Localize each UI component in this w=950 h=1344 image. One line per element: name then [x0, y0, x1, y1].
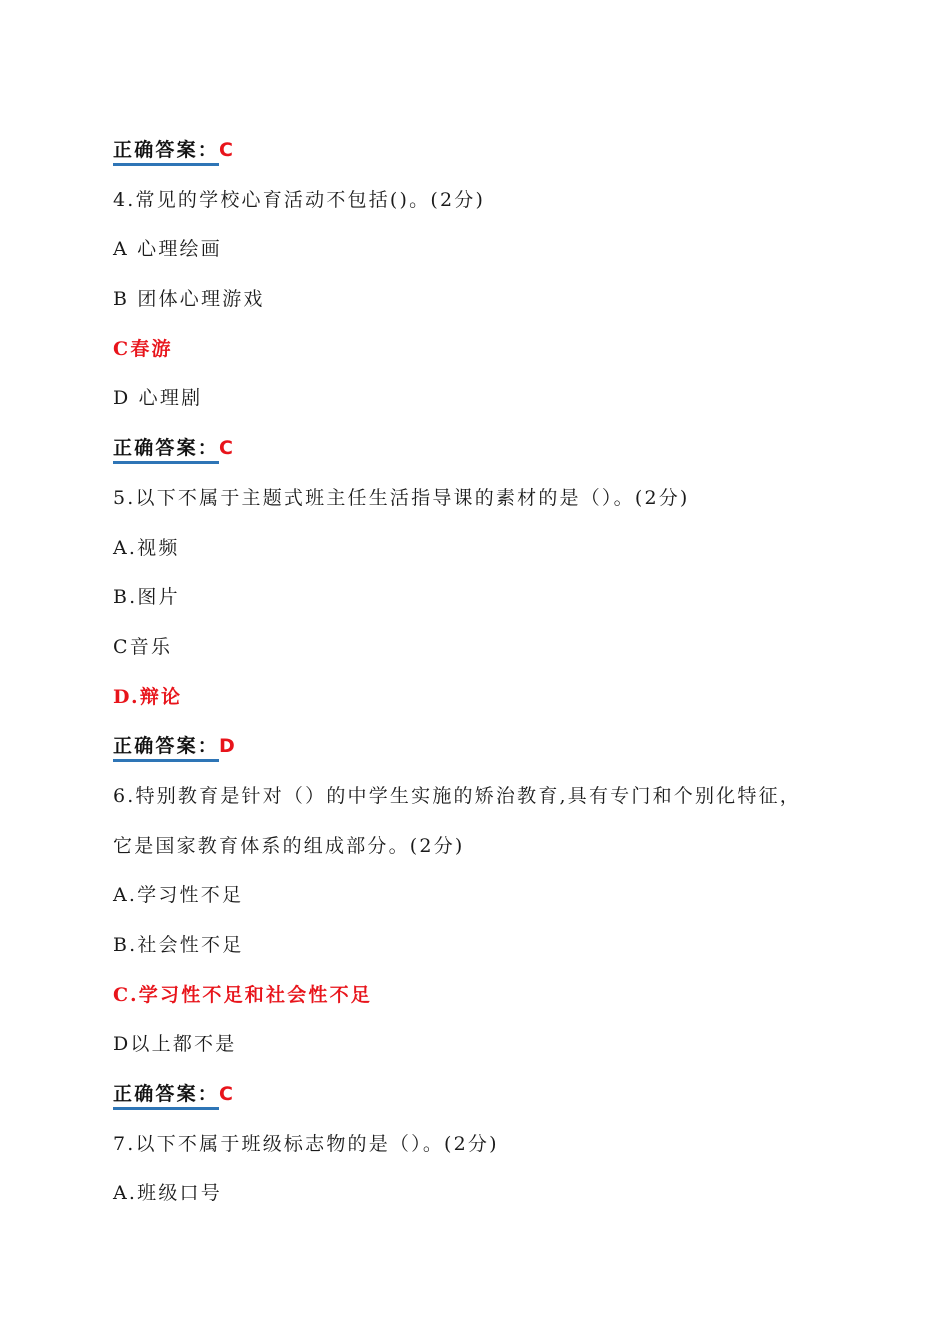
option-d-correct: D.辩论 [113, 685, 183, 708]
correct-answer-value: D [219, 735, 237, 758]
option-a: A 心理绘画 [113, 238, 222, 261]
question-text: 4.常见的学校心育活动不包括()。(2分) [113, 188, 486, 211]
option-c-correct: C春游 [113, 337, 173, 360]
correct-answer-line [113, 424, 873, 474]
option-d: D 心理剧 [113, 387, 203, 410]
option-c: C音乐 [113, 635, 173, 658]
correct-answer-line [113, 126, 873, 176]
option-c-correct: C.学习性不足和社会性不足 [113, 983, 373, 1006]
question-text: 6.特别教育是针对（）的中学生实施的矫治教育,具有专门和个别化特征， [113, 784, 801, 807]
correct-answer-value: C [219, 437, 236, 460]
option-a: A.学习性不足 [113, 884, 244, 907]
option-a: A.班级口号 [113, 1182, 222, 1205]
option-b: B.社会性不足 [113, 934, 244, 956]
option-b: B 团体心理游戏 [113, 288, 265, 311]
correct-answer-label: 正确答案： [113, 734, 219, 762]
question-text: 5.以下不属于主题式班主任生活指导课的素材的是（）。(2分) [113, 486, 690, 509]
option-b: B.图片 [113, 586, 180, 609]
correct-answer-value: C [219, 139, 236, 161]
correct-answer-value: C [219, 1083, 236, 1106]
correct-answer-label: 正确答案： [113, 1082, 219, 1110]
correct-answer-line [113, 722, 873, 772]
correct-answer-label: 正确答案： [113, 138, 219, 166]
document-page [113, 126, 873, 1219]
option-a: A.视频 [113, 536, 180, 559]
correct-answer-line [113, 1070, 873, 1120]
option-d: D以上都不是 [113, 1033, 237, 1056]
question-text-continued: 它是国家教育体系的组成部分。(2分) [113, 834, 465, 857]
correct-answer-label: 正确答案： [113, 436, 219, 464]
question-text: 7.以下不属于班级标志物的是（）。(2分) [113, 1132, 499, 1155]
